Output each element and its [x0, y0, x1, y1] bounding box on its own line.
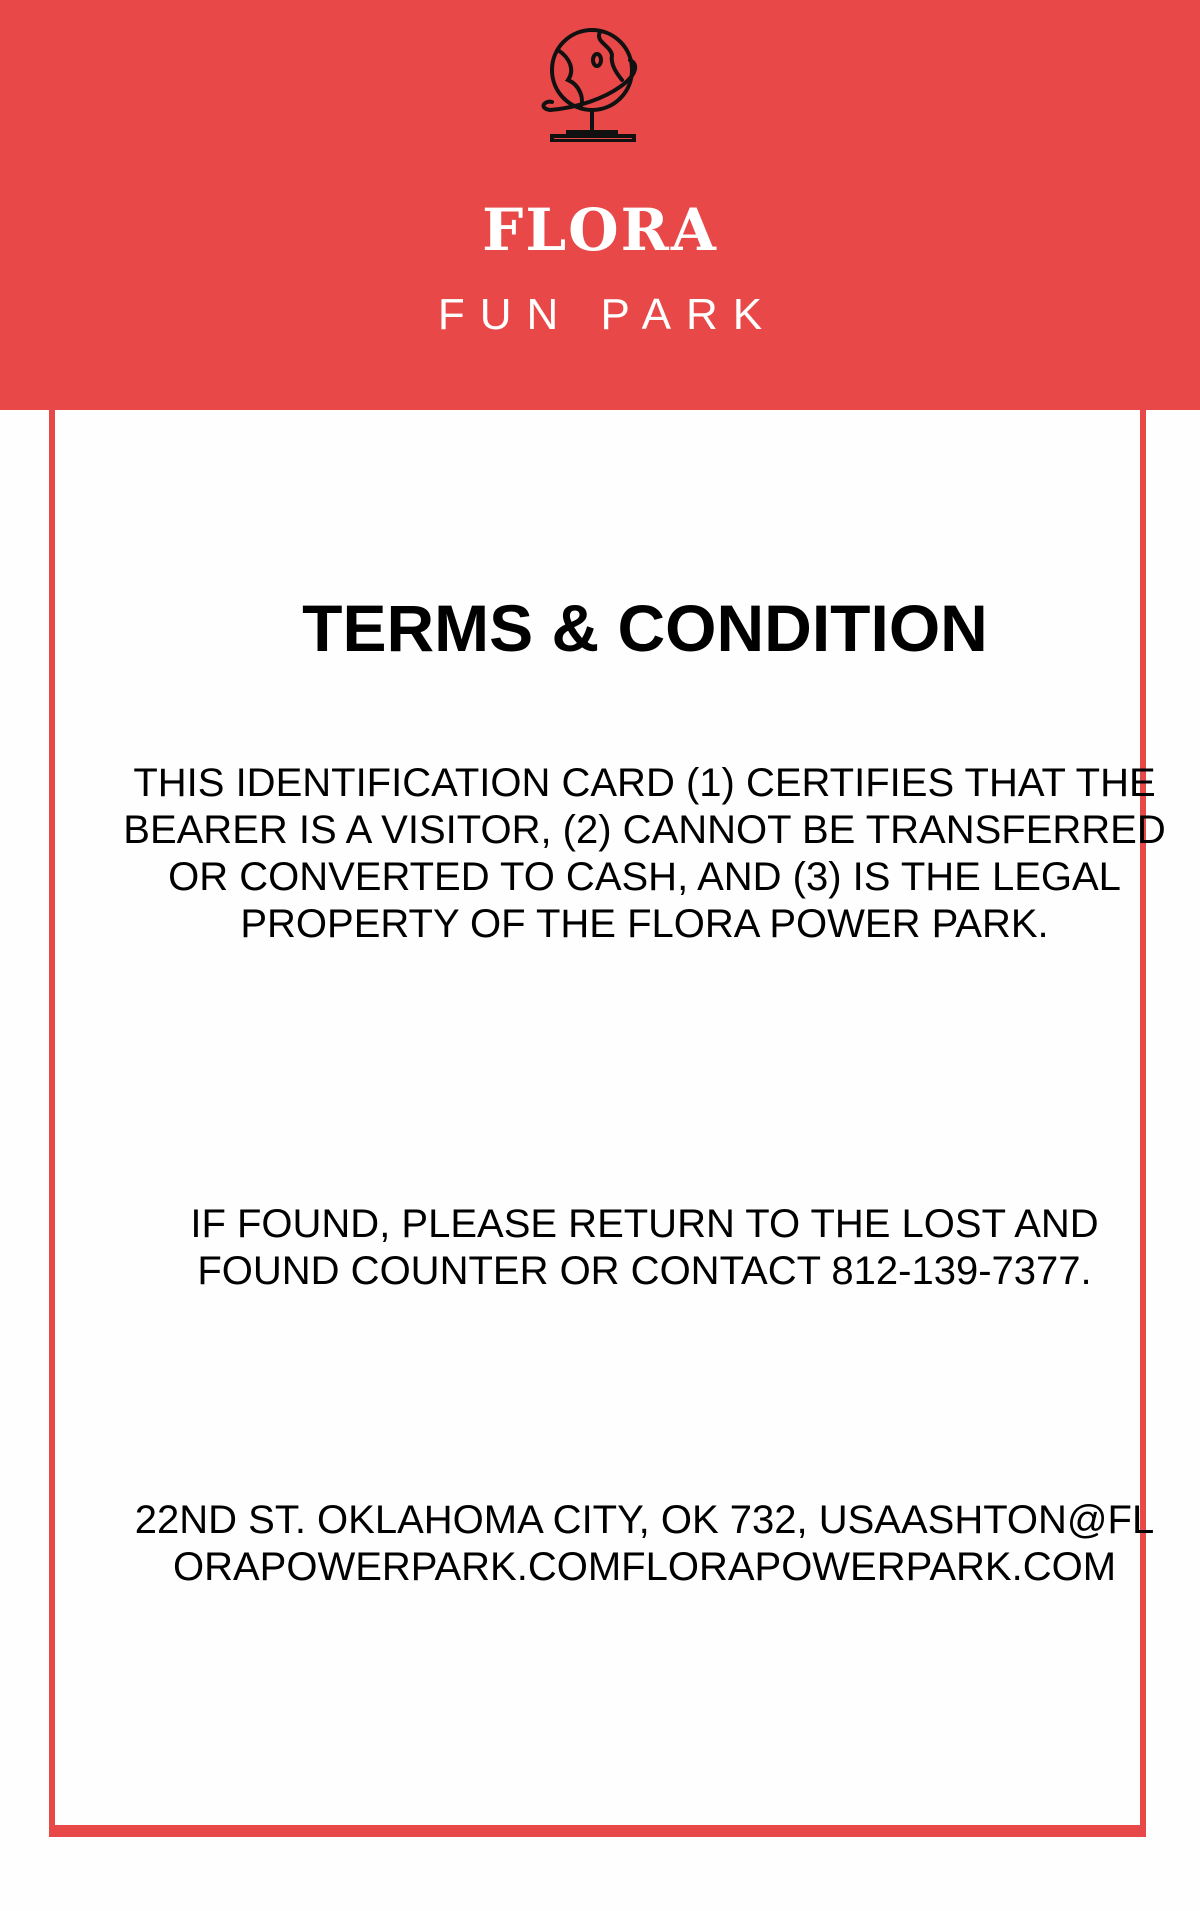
contact-address: 22ND ST. OKLAHOMA CITY, OK 732, USAASHTON@FLORAPOWERPARK.COMFLORAPOWERPARK.COM	[134, 1498, 1155, 1589]
header-banner	[0, 0, 1200, 410]
brand-name: FLORA	[482, 196, 718, 264]
globe-icon	[540, 20, 655, 142]
brand-subtitle: FUN PARK	[437, 290, 778, 339]
terms-paragraph: THIS IDENTIFICATION CARD (1) CERTIFIES THAT THE BEARER IS A VISITOR, (2) CANNOT BE TRANSFERRED OR CONVERTED TO CASH, AND (3) IS THE LEGAL PROPERTY OF THE FLORA POWER PARK.	[123, 761, 1166, 946]
lost-found-paragraph: IF FOUND, PLEASE RETURN TO THE LOST AND FOUND COUNTER OR CONTACT 812-139-7377.	[190, 1202, 1099, 1293]
page-title: TERMS & CONDITION	[302, 591, 988, 665]
